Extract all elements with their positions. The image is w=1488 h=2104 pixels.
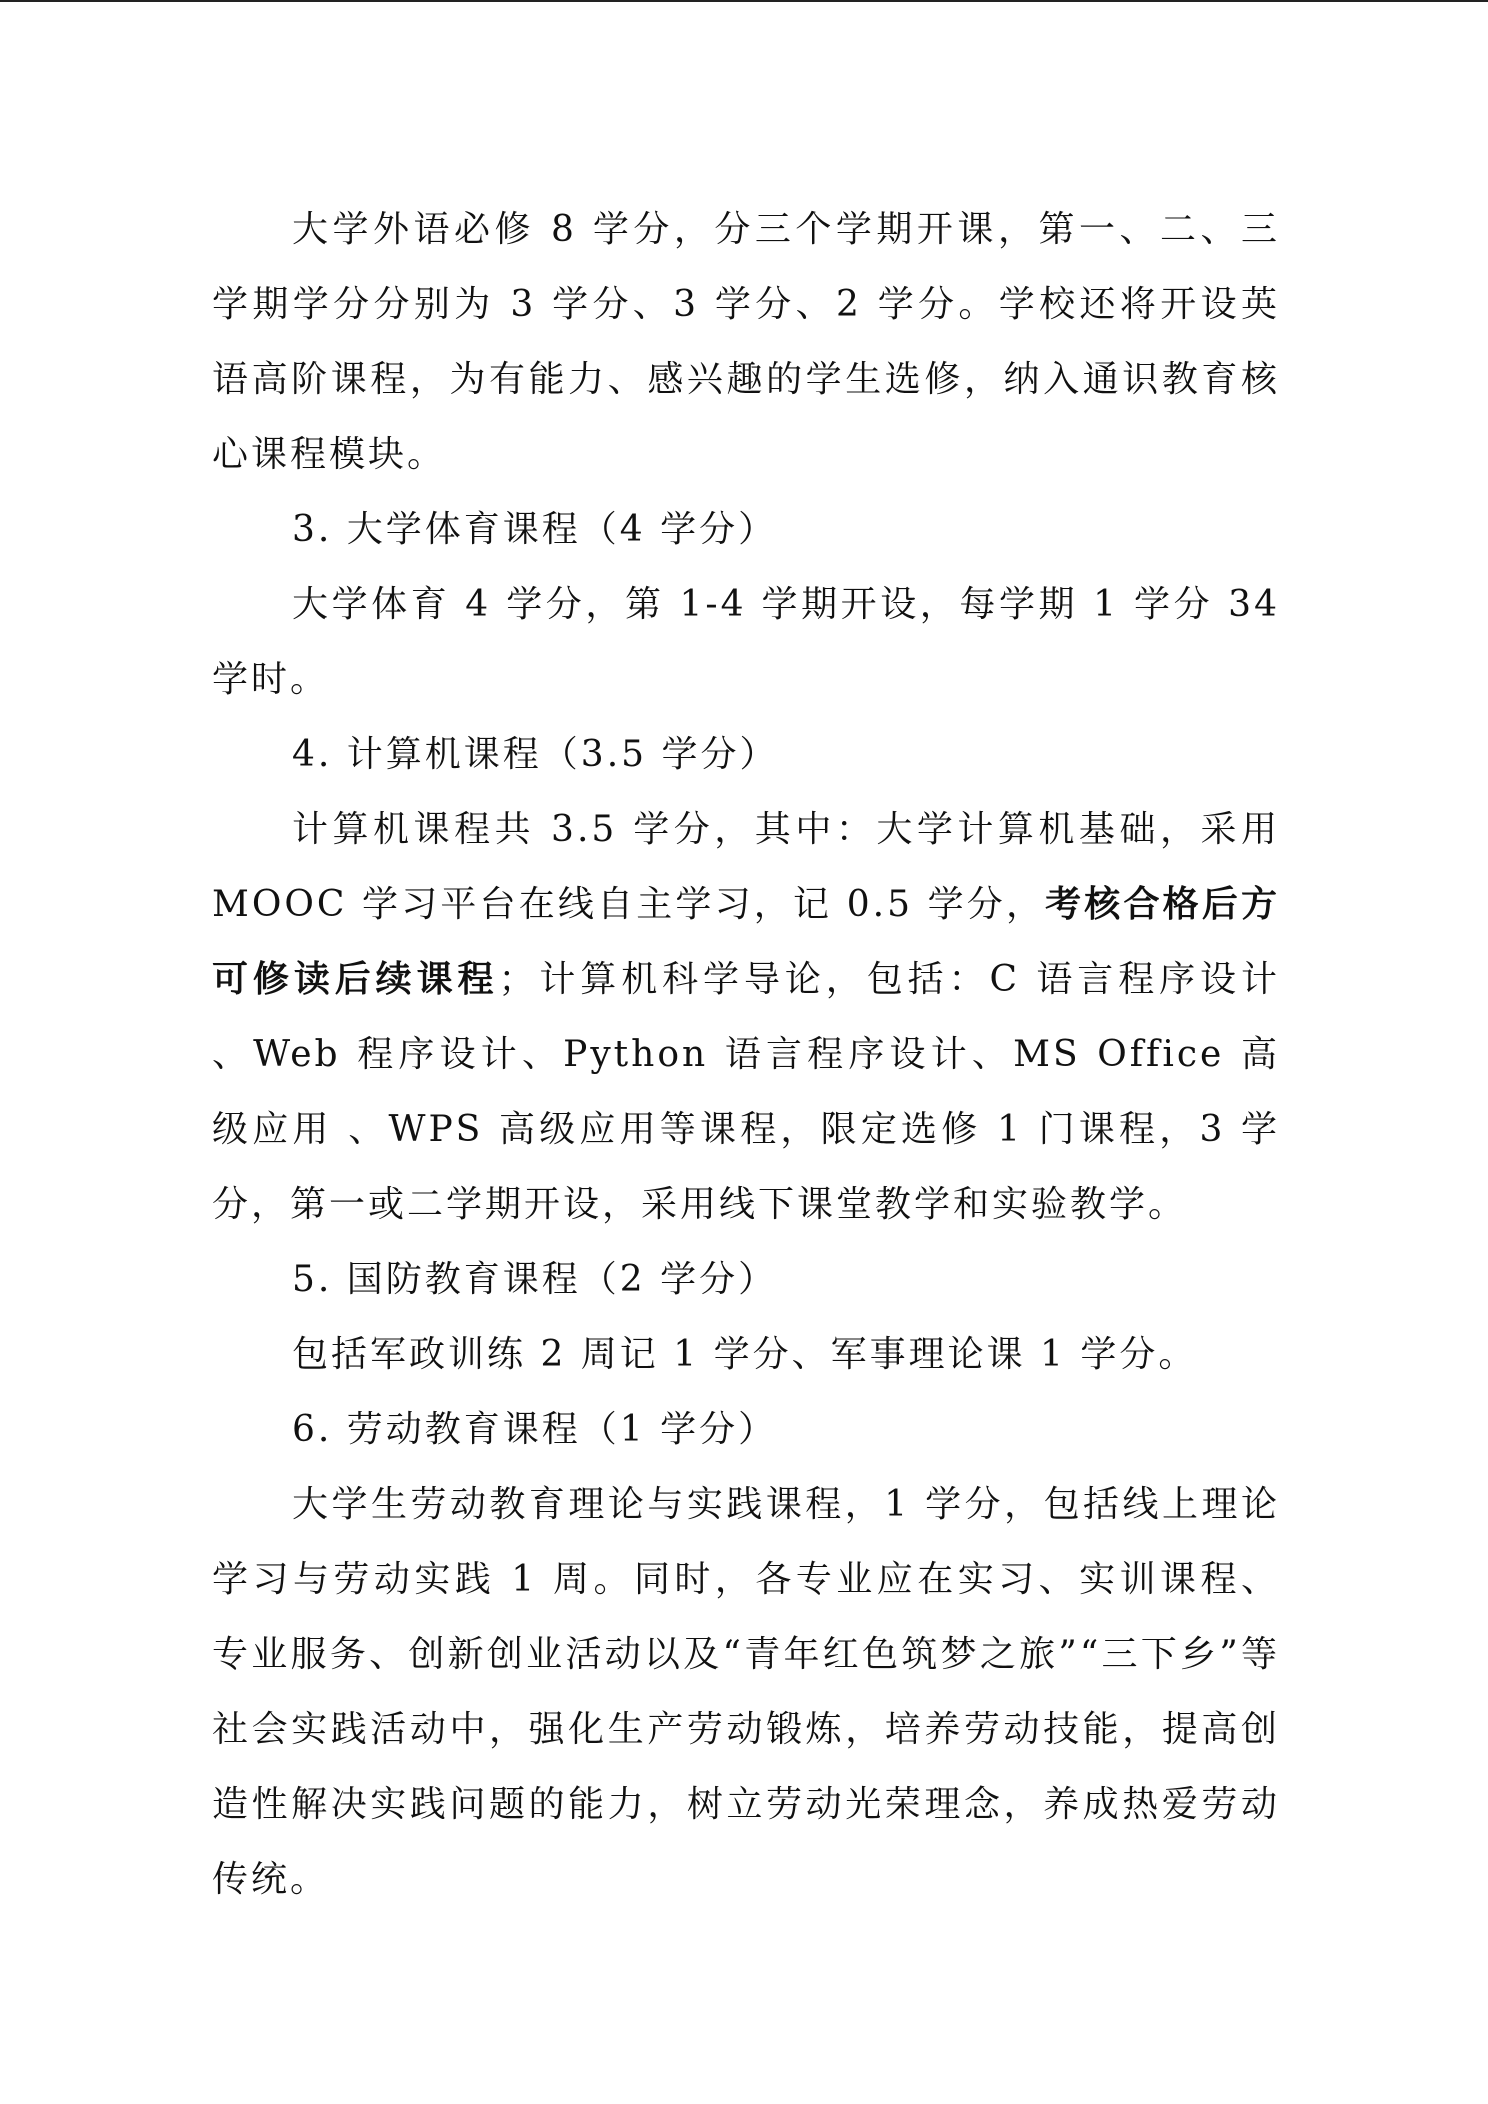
computer-text-part1: 计算机课程共 3.5 学分，其中：大学计算机基础，采用 MOOC 学习平台在线自主学习，记 0.5 学分， [212, 809, 1280, 925]
paragraph-computer-courses [212, 792, 1280, 1242]
computer-bold-requirement: 考核合格后方可修读后续课程 [212, 883, 1280, 1000]
heading-computer-courses: 4. 计算机课程（3.5 学分） [292, 734, 779, 775]
paragraph-labor-education: 大学生劳动教育理论与实践课程，1 学分，包括线上理论学习与劳动实践 1 周。同时，各专业应在实习、实训课程、专业服务、创新创业活动以及“青年红色筑梦之旅”“三下乡”等社会实践活动中，强化生产劳动锻炼，培养劳动技能，提高创造性解决实践问题的能力，树立劳动光荣理念，养成热爱劳动传统。 [212, 1484, 1280, 1900]
heading-physical-education: 3. 大学体育课程（4 学分） [292, 509, 778, 550]
heading-national-defense: 5. 国防教育课程（2 学分） [292, 1259, 778, 1300]
paragraph-foreign-language: 大学外语必修 8 学分，分三个学期开课，第一、二、三学期学分分别为 3 学分、3 学分、2 学分。学校还将开设英语高阶课程，为有能力、感兴趣的学生选修，纳入通识教育核心课程模块。 [212, 209, 1280, 475]
paragraph-national-defense: 包括军政训练 2 周记 1 学分、军事理论课 1 学分。 [292, 1334, 1198, 1375]
document-body [212, 192, 1280, 1917]
paragraph-physical-education: 大学体育 4 学分，第 1-4 学期开设，每学期 1 学分 34 学时。 [212, 584, 1280, 700]
heading-labor-education: 6. 劳动教育课程（1 学分） [292, 1409, 778, 1450]
computer-text-part2: ；计算机科学导论，包括：C 语言程序设计 、Web 程序设计、Python 语言程序设计、MS Office 高级应用 、WPS 高级应用等课程，限定选修 1 门课程，3 学分，第一或二学期开设，采用线下课堂教学和实验教学。 [212, 959, 1280, 1225]
